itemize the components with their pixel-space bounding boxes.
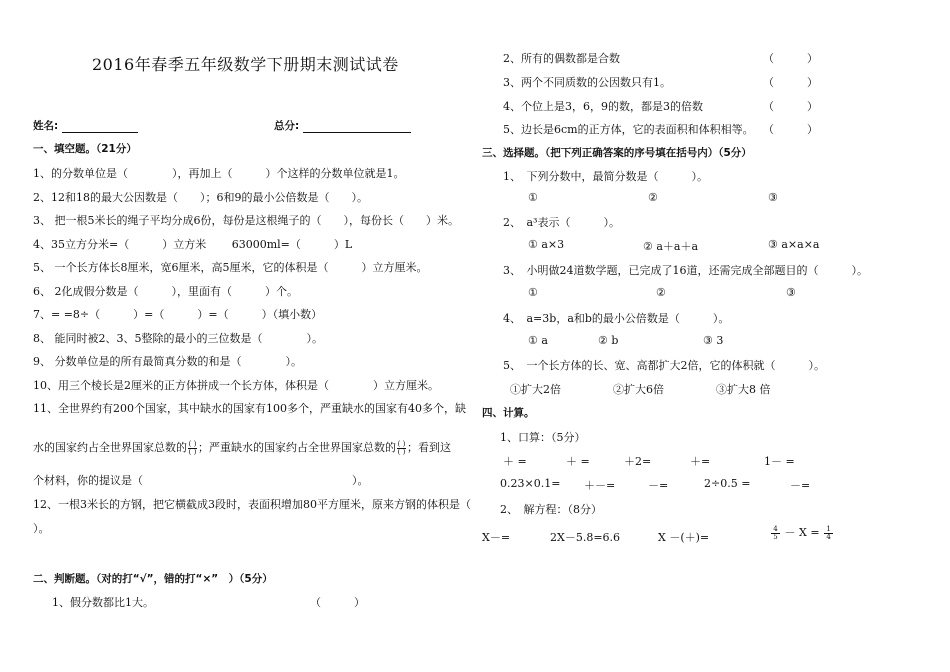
choice-q2: 2、 a³表示（ ）。: [503, 216, 620, 229]
name-label: 姓名:: [33, 120, 59, 132]
frac-bottom: ( ): [188, 447, 197, 456]
choice-q4-opt3[interactable]: ③ 3: [703, 334, 724, 347]
judge-q1-answer[interactable]: （ ）: [310, 596, 365, 609]
fill-q9: 9、 分数单位是的所有最简真分数的和是（ ）。: [33, 355, 302, 368]
section-3-heading: 三、选择题。（把下列正确答案的序号填在括号内）（5分）: [482, 147, 752, 159]
name-field[interactable]: [33, 118, 138, 133]
name-blank[interactable]: [62, 122, 138, 133]
fill-q11-line2: [33, 439, 451, 456]
oral-r2-2: ＋－=: [584, 479, 616, 492]
choice-q2-opt2[interactable]: ② a＋a＋a: [643, 240, 699, 253]
choice-q3-opt2[interactable]: ②: [656, 286, 666, 299]
fill-q4: 4、35立方分米=（ ）立方米 63000ml=（ ）L: [33, 238, 353, 251]
frac-top: 1: [826, 524, 831, 533]
equation-1: X－=: [482, 531, 511, 544]
oral-r1-3: ＋2=: [624, 455, 652, 468]
judge-q2: 2、所有的偶数都是合数: [503, 52, 620, 65]
judge-q4-answer[interactable]: （ ）: [763, 100, 818, 113]
fill-q1: 1、的分数单位是（ ），再加上（ ）个这样的分数单位就是1。: [33, 167, 405, 180]
section-4-heading: 四、计算。: [482, 407, 535, 419]
oral-r1-2: ＋ =: [566, 455, 590, 468]
judge-q4: 4、个位上是3，6，9的数，都是3的倍数: [503, 100, 703, 113]
oral-r1-1: ＋ =: [503, 455, 527, 468]
choice-q2-opt3[interactable]: ③ a×a×a: [768, 238, 820, 251]
eq4-fraction-left: [771, 526, 780, 541]
fill-q6: 6、 2化成假分数是（ ），里面有（ ）个。: [33, 285, 298, 298]
page-title: 2016年春季五年级数学下册期末测试试卷: [92, 55, 399, 74]
score-label: 总分:: [274, 120, 300, 132]
fill-q3: 3、 把一根5米长的绳子平均分成6份，每份是这根绳子的（ ），每份长（ ）米。: [33, 214, 459, 227]
fill-q5: 5、 一个长方体长8厘米，宽6厘米，高5厘米，它的体积是（ ）立方厘米。: [33, 261, 428, 274]
equation-3: X －(＋)=: [658, 531, 710, 544]
choice-q2-opt1[interactable]: ① a×3: [528, 238, 565, 251]
frac-bottom: 5: [773, 532, 778, 541]
eq4-fraction-right: [824, 526, 833, 541]
q11-fraction-blank-2[interactable]: [397, 441, 406, 456]
choice-q5-opt2[interactable]: ②扩大6倍: [613, 383, 664, 396]
choice-q1-opt2[interactable]: ②: [648, 191, 658, 204]
frac-bottom: ( ): [397, 447, 406, 456]
frac-top: 4: [773, 524, 778, 533]
equation-label: 2、 解方程：（8分）: [500, 503, 602, 516]
fill-q12-line1: 12、一根3米长的方钢，把它横截成3段时，表面积增加80平方厘米，原来方钢的体积是（: [33, 498, 471, 511]
q11-fraction-blank-1[interactable]: [188, 441, 197, 456]
judge-q3-answer[interactable]: （ ）: [763, 76, 818, 89]
choice-q3: 3、 小明做24道数学题，已完成了16道，还需完成全部题目的（ ）。: [503, 264, 868, 277]
fill-q10: 10、用三个棱长是2厘米的正方体拼成一个长方体，体积是（ ）立方厘米。: [33, 379, 439, 392]
equation-4: [770, 524, 834, 541]
q11-text-c: ；看到这: [407, 441, 451, 454]
choice-q3-opt1[interactable]: ①: [528, 286, 538, 299]
fill-q7: 7、= =8÷（ ）=（ ）=（ ）（填小数）: [33, 308, 323, 321]
fill-q11-line3: 个材料，你的提议是（ ）。: [33, 474, 369, 487]
oral-r1-4: ＋=: [690, 455, 711, 468]
choice-q1-opt3[interactable]: ③: [768, 191, 778, 204]
oral-calc-label: 1、口算：（5分）: [500, 431, 586, 444]
choice-q5: 5、 一个长方体的长、宽、高都扩大2倍，它的体积就（ ）。: [503, 359, 825, 372]
oral-r2-1: 0.23×0.1=: [500, 477, 561, 490]
choice-q4: 4、 a=3b，a和b的最小公倍数是（ ）。: [503, 312, 730, 325]
judge-q3: 3、两个不同质数的公因数只有1。: [503, 76, 671, 89]
frac-top: ( ): [188, 439, 197, 448]
fill-q2: 2、12和18的最大公因数是（ ）；6和9的最小公倍数是（ ）。: [33, 191, 368, 204]
fill-q11-line1: 11、全世界约有200个国家，其中缺水的国家有100多个，严重缺水的国家有40多个，缺: [33, 402, 466, 415]
choice-q1: 1、 下列分数中，最简分数是（ ）。: [503, 170, 708, 183]
choice-q5-opt1[interactable]: ①扩大2倍: [510, 383, 561, 396]
frac-bottom: 4: [826, 532, 831, 541]
section-1-heading: 一、填空题。（21分）: [33, 143, 137, 155]
judge-q5: 5、边长是6cm的正方体，它的表面积和体积相等。: [503, 123, 754, 136]
judge-q5-answer[interactable]: （ ）: [763, 123, 818, 136]
oral-r2-3: －=: [648, 479, 669, 492]
fill-q8: 8、 能同时被2、3、5整除的最小的三位数是（ ）。: [33, 332, 323, 345]
section-2-heading: 二、判断题。（对的打“√”，错的打“×” ）（5分）: [33, 573, 273, 585]
q11-text-a: 水的国家约占全世界国家总数的: [33, 441, 187, 454]
oral-r1-5: 1－ =: [764, 455, 795, 468]
frac-top: ( ): [397, 439, 406, 448]
oral-r2-4: 2÷0.5 =: [704, 477, 751, 490]
choice-q4-opt1[interactable]: ① a: [528, 334, 548, 347]
judge-q1: 1、假分数都比1大。: [52, 596, 154, 609]
score-field[interactable]: [274, 118, 411, 133]
choice-q3-opt3[interactable]: ③: [786, 286, 796, 299]
judge-q2-answer[interactable]: （ ）: [763, 52, 818, 65]
score-blank[interactable]: [303, 122, 411, 133]
eq4-text: － X =: [784, 526, 820, 539]
equation-2: 2X－5.8=6.6: [550, 531, 621, 544]
choice-q1-opt1[interactable]: ①: [528, 191, 538, 204]
q11-text-b: ；严重缺水的国家约占全世界国家总数的: [198, 441, 396, 454]
fill-q12-line2: ）。: [33, 522, 50, 535]
oral-r2-5: －=: [790, 479, 811, 492]
choice-q4-opt2[interactable]: ② b: [598, 334, 619, 347]
choice-q5-opt3[interactable]: ③扩大8 倍: [716, 383, 771, 396]
